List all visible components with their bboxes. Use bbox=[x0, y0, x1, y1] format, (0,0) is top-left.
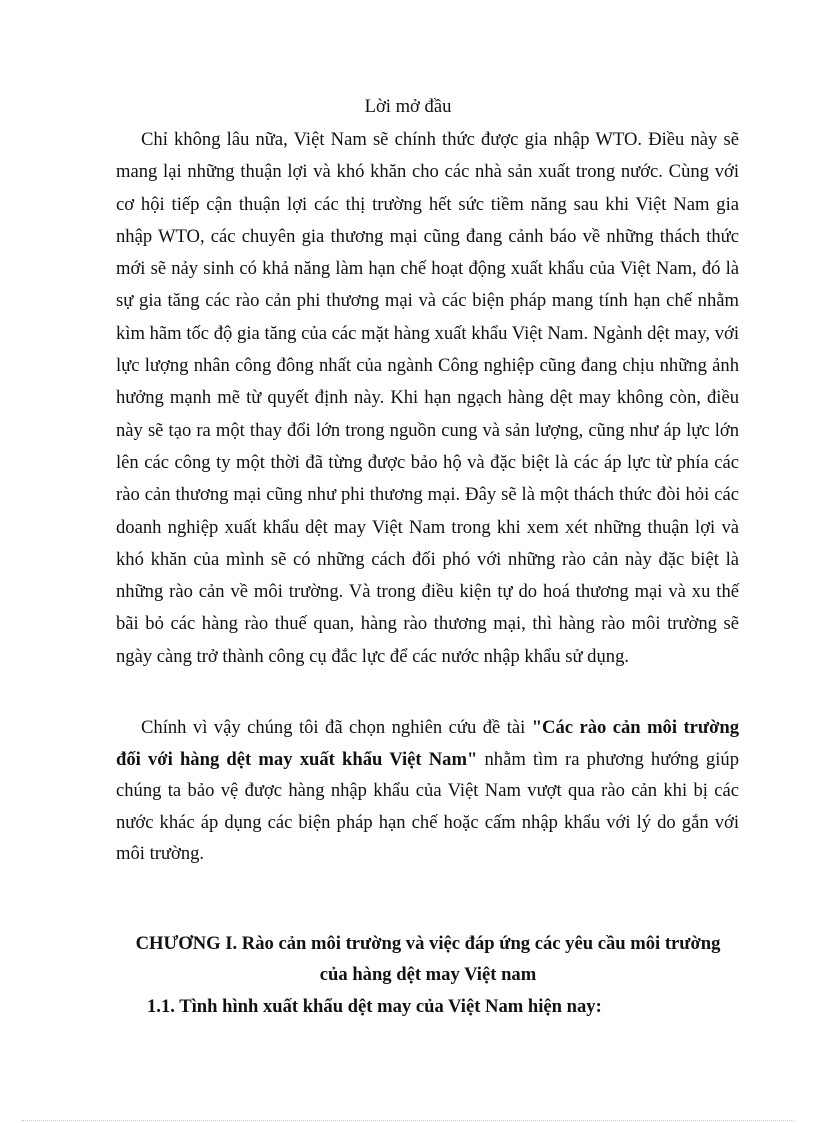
intro-paragraph-2-end: nhằm tìm ra phương hướng giúp chúng ta bảo vệ được hàng nhập khẩu của Việt Nam vượt qua rào cản khi bị các nước khác áp dụng các biện pháp hạn chế hoặc cấm nhập khẩu với lý do gắn với môi trường. bbox=[116, 748, 739, 865]
intro-paragraph-1-text: Chỉ không lâu nữa, Việt Nam sẽ chính thức được gia nhập WTO. Điều này sẽ mang lại những thuận lợi và khó khăn cho các nhà sản xuất trong nước. Cùng với cơ hội tiếp cận thuận lợi các thị trường hết sức tiềm năng sau khi Việt Nam gia nhập WTO, các chuyên gia thương mại cũng đang cảnh báo về những thách thức mới sẽ nảy sinh có khả năng làm hạn chế hoạt động xuất khẩu của Việt Nam, đó là sự gia tăng các rào cản phi thương mại và các biện pháp mang tính hạn chế nhằm kìm hãm tốc độ gia tăng của các mặt hàng xuất khẩu Việt Nam. Ngành dệt may, với lực lượng nhân công đông nhất của ngành Công nghiệp cũng đang chịu những ảnh hưởng mạnh mẽ từ quyết định này. Khi hạn ngạch hàng dệt may không còn, điều này sẽ tạo ra một thay đổi lớn trong nguồn cung và sản lượng, cũng như áp lực lớn lên các công ty một thời đã từng được bảo hộ và đặc biệt là các áp lực từ phía các rào cản thương mại cũng như phi thương mại. Đây sẽ là một thách thức đòi hỏi các doanh nghiệp xuất khẩu dệt may Việt Nam trong khi xem xét những thuận lợi và khó khăn của mình sẽ có những cách đối phó với những rào cản này đặc biệt là những rào cản về môi trường. Và trong điều kiện tự do hoá thương mại và xu thế bãi bỏ các hàng rào thuế quan, hàng rào thương mại, thì hàng rào môi trường sẽ ngày càng trở thành công cụ đắc lực để các nước nhập khẩu sử dụng. bbox=[116, 129, 739, 667]
intro-paragraph-1 bbox=[116, 124, 739, 673]
chapter-heading-line-2: của hàng dệt may Việt nam bbox=[319, 964, 537, 985]
document-title: Lời mở đầu bbox=[364, 96, 452, 117]
intro-paragraph-2-start: Chính vì vậy chúng tôi đã chọn nghiên cứu đề tài bbox=[141, 717, 532, 738]
chapter-heading-line-1: CHƯƠNG I. Rào cản môi trường và việc đáp ứng các yêu cầu môi trường bbox=[135, 933, 721, 954]
chapter-heading bbox=[110, 928, 746, 990]
intro-paragraph-2 bbox=[116, 712, 739, 870]
page-bottom-divider bbox=[22, 1120, 794, 1121]
section-heading: 1.1. Tình hình xuất khẩu dệt may của Việt Nam hiện nay: bbox=[147, 996, 602, 1017]
research-topic-title: "Các rào cản môi trường đối với hàng dệt may xuất khẩu Việt Nam" bbox=[116, 717, 739, 770]
